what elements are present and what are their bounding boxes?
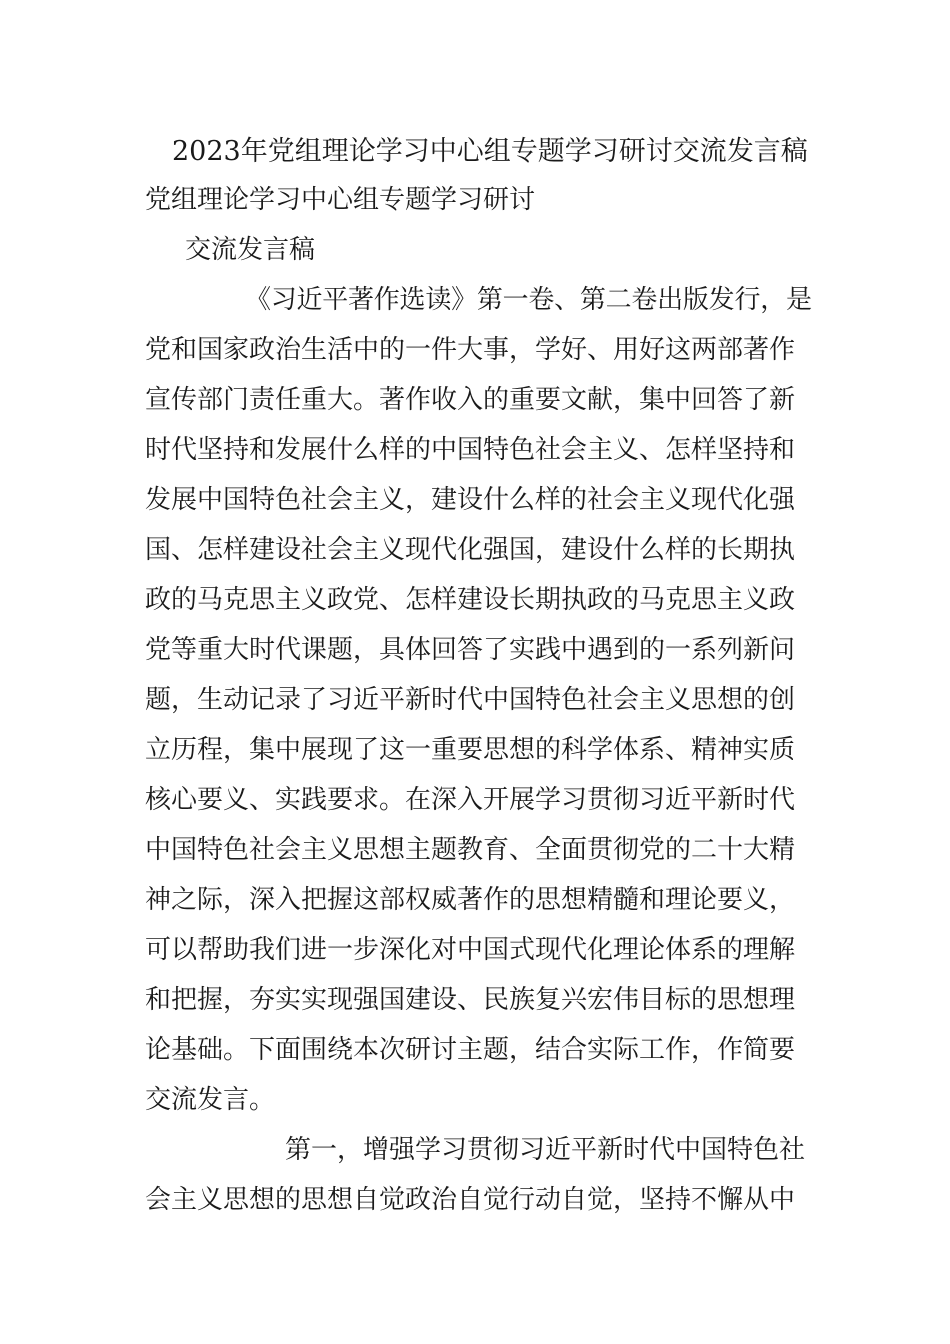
paragraph-line: 时代坚持和发展什么样的中国特色社会主义、怎样坚持和 <box>145 435 796 465</box>
document-subtitle-line-1: 党组理论学习中心组专题学习研讨 <box>145 185 536 215</box>
paragraph-line: 《习近平著作选读》第一卷、第二卷出版发行，是 <box>245 285 812 315</box>
paragraph-line: 神之际，深入把握这部权威著作的思想精髓和理论要义， <box>145 885 796 915</box>
document-subtitle-line-2: 交流发言稿 <box>185 235 316 265</box>
document-title: 2023年党组理论学习中心组专题学习研讨交流发言稿 <box>172 136 808 167</box>
paragraph-line: 中国特色社会主义思想主题教育、全面贯彻党的二十大精 <box>145 835 796 865</box>
paragraph-line: 论基础。下面围绕本次研讨主题，结合实际工作，作简要 <box>145 1035 796 1065</box>
paragraph-line: 政的马克思主义政党、怎样建设长期执政的马克思主义政 <box>145 585 796 615</box>
paragraph-line: 题，生动记录了习近平新时代中国特色社会主义思想的创 <box>145 685 796 715</box>
paragraph-line: 交流发言。 <box>145 1085 276 1115</box>
paragraph-line: 立历程，集中展现了这一重要思想的科学体系、精神实质 <box>145 735 796 765</box>
paragraph-line: 宣传部门责任重大。著作收入的重要文献，集中回答了新 <box>145 385 796 415</box>
paragraph-line: 可以帮助我们进一步深化对中国式现代化理论体系的理解 <box>145 935 796 965</box>
paragraph-line: 发展中国特色社会主义，建设什么样的社会主义现代化强 <box>145 485 796 515</box>
paragraph-line: 党等重大时代课题，具体回答了实践中遇到的一系列新问 <box>145 635 796 665</box>
paragraph-line: 国、怎样建设社会主义现代化强国，建设什么样的长期执 <box>145 535 796 565</box>
paragraph-line: 第一，增强学习贯彻习近平新时代中国特色社 <box>285 1135 806 1165</box>
paragraph-line: 党和国家政治生活中的一件大事，学好、用好这两部著作 <box>145 335 796 365</box>
paragraph-line: 核心要义、实践要求。在深入开展学习贯彻习近平新时代 <box>145 785 796 815</box>
paragraph-line: 和把握，夯实实现强国建设、民族复兴宏伟目标的思想理 <box>145 985 796 1015</box>
paragraph-line: 会主义思想的思想自觉政治自觉行动自觉，坚持不懈从中 <box>145 1185 796 1215</box>
